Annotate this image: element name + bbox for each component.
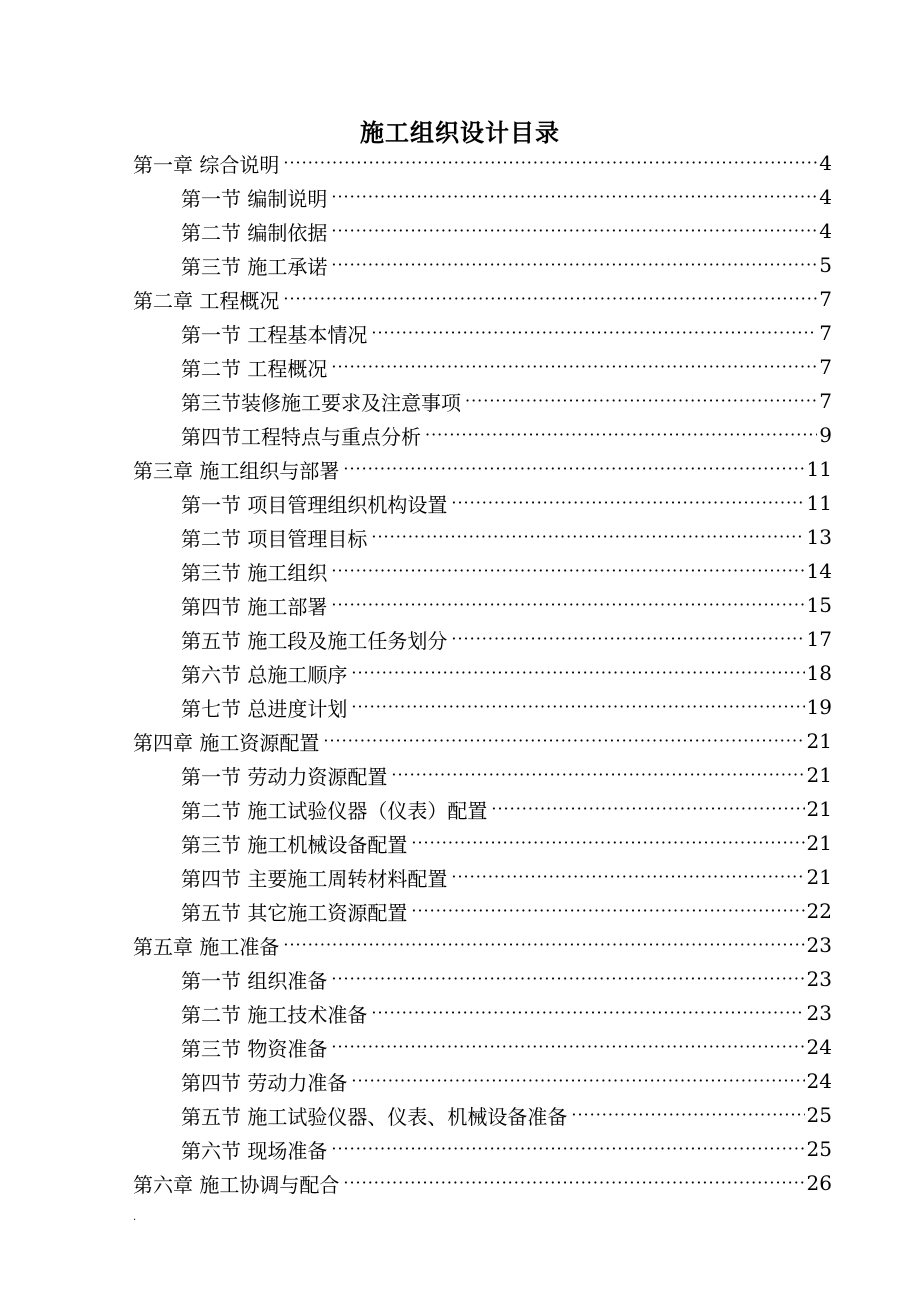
dot-leader <box>323 729 804 753</box>
toc-section-entry[interactable] <box>181 860 832 894</box>
dot-leader <box>571 1103 804 1127</box>
dot-leader <box>425 423 817 447</box>
toc-section-entry[interactable] <box>181 248 832 282</box>
dot-leader <box>451 865 804 889</box>
toc-section-entry[interactable] <box>181 1030 832 1064</box>
toc-entry-label: 第五节 其它施工资源配置 <box>181 900 408 925</box>
toc-chapter-entry[interactable] <box>133 452 832 486</box>
toc-page-number: 4 <box>819 151 832 175</box>
dot-leader <box>351 661 804 685</box>
toc-section-entry[interactable] <box>181 758 832 792</box>
toc-entry-label: 第二节 编制依据 <box>181 220 328 245</box>
toc-section-entry[interactable] <box>181 214 832 248</box>
toc-entry-label: 第六节 现场准备 <box>181 1138 328 1163</box>
toc-chapter-entry[interactable] <box>133 1166 832 1200</box>
dot-leader <box>331 593 804 617</box>
toc-entry-label: 第一节 劳动力资源配置 <box>181 764 388 789</box>
toc-page-number: 21 <box>806 763 832 787</box>
toc-section-entry[interactable] <box>181 316 832 350</box>
toc-page-number: 5 <box>819 253 832 277</box>
toc-entry-label: 第六节 总施工顺序 <box>181 662 348 687</box>
toc-page-number: 15 <box>806 593 832 617</box>
toc-section-entry[interactable] <box>181 996 832 1030</box>
toc-entry-label: 第四节工程特点与重点分析 <box>181 424 421 449</box>
toc-entry-label: 第一章 综合说明 <box>133 152 280 177</box>
dot-leader <box>331 253 817 277</box>
toc-page-number: 23 <box>806 1001 832 1025</box>
toc-section-entry[interactable] <box>181 1064 832 1098</box>
toc-page-number: 4 <box>819 185 832 209</box>
dot-leader <box>331 1035 804 1059</box>
toc-page-number: 23 <box>806 967 832 991</box>
toc-page-number: 13 <box>806 525 832 549</box>
toc-chapter-entry[interactable] <box>133 282 832 316</box>
toc-section-entry[interactable] <box>181 1098 832 1132</box>
dot-leader <box>331 355 817 379</box>
toc-entry-label: 第四节 施工部署 <box>181 594 328 619</box>
toc-entry-label: 第五节 施工试验仪器、仪表、机械设备准备 <box>181 1104 568 1129</box>
toc-page-number: 7 <box>819 321 832 345</box>
footer-mark: . <box>133 1212 137 1223</box>
toc-page-number: 23 <box>806 933 832 957</box>
dot-leader <box>371 525 804 549</box>
toc-page-number: 11 <box>806 491 832 515</box>
toc-entry-label: 第四节 劳动力准备 <box>181 1070 348 1095</box>
dot-leader <box>411 831 804 855</box>
toc-page-number: 21 <box>806 831 832 855</box>
toc-section-entry[interactable] <box>181 656 832 690</box>
toc-section-entry[interactable] <box>181 1132 832 1166</box>
toc-entry-label: 第三节装修施工要求及注意事项 <box>181 390 461 415</box>
toc-entry-label: 第五节 施工段及施工任务划分 <box>181 628 448 653</box>
toc-page-number: 21 <box>806 865 832 889</box>
dot-leader <box>331 559 804 583</box>
toc-entry-label: 第四节 主要施工周转材料配置 <box>181 866 448 891</box>
toc-entry-label: 第一节 工程基本情况 <box>181 322 368 347</box>
toc-section-entry[interactable] <box>181 520 832 554</box>
toc-entry-label: 第一节 组织准备 <box>181 968 328 993</box>
dot-leader <box>343 1171 804 1195</box>
dot-leader <box>351 695 804 719</box>
toc-section-entry[interactable] <box>181 792 832 826</box>
toc-entry-label: 第三节 物资准备 <box>181 1036 328 1061</box>
toc-page-number: 17 <box>806 627 832 651</box>
dot-leader <box>411 899 804 923</box>
toc-chapter-entry[interactable] <box>133 724 832 758</box>
dot-leader <box>331 967 804 991</box>
toc-section-entry[interactable] <box>181 180 832 214</box>
toc-entry-label: 第一节 编制说明 <box>181 186 328 211</box>
toc-page-number: 26 <box>806 1171 832 1195</box>
toc-page-number: 7 <box>819 389 832 413</box>
toc-entry-label: 第二节 工程概况 <box>181 356 328 381</box>
dot-leader <box>283 287 817 311</box>
toc-page-number: 25 <box>806 1103 832 1127</box>
toc-entry-label: 第五章 施工准备 <box>133 934 280 959</box>
dot-leader <box>283 151 817 175</box>
toc-entry-label: 第一节 项目管理组织机构设置 <box>181 492 448 517</box>
toc-entry-label: 第三节 施工机械设备配置 <box>181 832 408 857</box>
toc-entry-label: 第三节 施工组织 <box>181 560 328 585</box>
toc-section-entry[interactable] <box>181 690 832 724</box>
toc-page-number: 19 <box>806 695 832 719</box>
toc-section-entry[interactable] <box>181 962 832 996</box>
toc-entry-label: 第二章 工程概况 <box>133 288 280 313</box>
toc-entry-label: 第七节 总进度计划 <box>181 696 348 721</box>
toc-page-number: 11 <box>806 457 832 481</box>
toc-entry-label: 第六章 施工协调与配合 <box>133 1172 340 1197</box>
dot-leader <box>371 321 817 345</box>
dot-leader <box>451 627 804 651</box>
toc-page-number: 18 <box>806 661 832 685</box>
toc-page-number: 9 <box>819 423 832 447</box>
toc-page-number: 14 <box>806 559 832 583</box>
toc-section-entry[interactable] <box>181 554 832 588</box>
toc-section-entry[interactable] <box>181 894 832 928</box>
dot-leader <box>451 491 804 515</box>
toc-section-entry[interactable] <box>181 622 832 656</box>
toc-section-entry[interactable] <box>181 418 832 452</box>
toc-entry-label: 第二节 项目管理目标 <box>181 526 368 551</box>
toc-page-number: 22 <box>806 899 832 923</box>
toc-entry-label: 第三章 施工组织与部署 <box>133 458 340 483</box>
dot-leader <box>283 933 804 957</box>
dot-leader <box>343 457 804 481</box>
toc-section-entry[interactable] <box>181 486 832 520</box>
dot-leader <box>465 389 817 413</box>
dot-leader <box>351 1069 804 1093</box>
dot-leader <box>331 1137 804 1161</box>
toc-title: 施工组织设计目录 <box>360 118 560 147</box>
dot-leader <box>371 1001 804 1025</box>
toc-page-number: 25 <box>806 1137 832 1161</box>
toc-section-entry[interactable] <box>181 826 832 860</box>
toc-page-number: 7 <box>819 355 832 379</box>
toc-page-number: 24 <box>806 1069 832 1093</box>
toc-page-number: 21 <box>806 797 832 821</box>
dot-leader <box>491 797 804 821</box>
toc-page-number: 21 <box>806 729 832 753</box>
toc-entry-label: 第四章 施工资源配置 <box>133 730 320 755</box>
toc-entry-label: 第三节 施工承诺 <box>181 254 328 279</box>
toc-chapter-entry[interactable] <box>133 146 832 180</box>
toc-page-number: 7 <box>819 287 832 311</box>
toc-chapter-entry[interactable] <box>133 928 832 962</box>
dot-leader <box>331 219 817 243</box>
dot-leader <box>331 185 817 209</box>
toc-section-entry[interactable] <box>181 350 832 384</box>
dot-leader <box>391 763 804 787</box>
toc-entry-label: 第二节 施工技术准备 <box>181 1002 368 1027</box>
toc-page-number: 24 <box>806 1035 832 1059</box>
toc-entry-label: 第二节 施工试验仪器（仪表）配置 <box>181 798 488 823</box>
toc-section-entry[interactable] <box>181 588 832 622</box>
toc-page-number: 4 <box>819 219 832 243</box>
toc-section-entry[interactable] <box>181 384 832 418</box>
